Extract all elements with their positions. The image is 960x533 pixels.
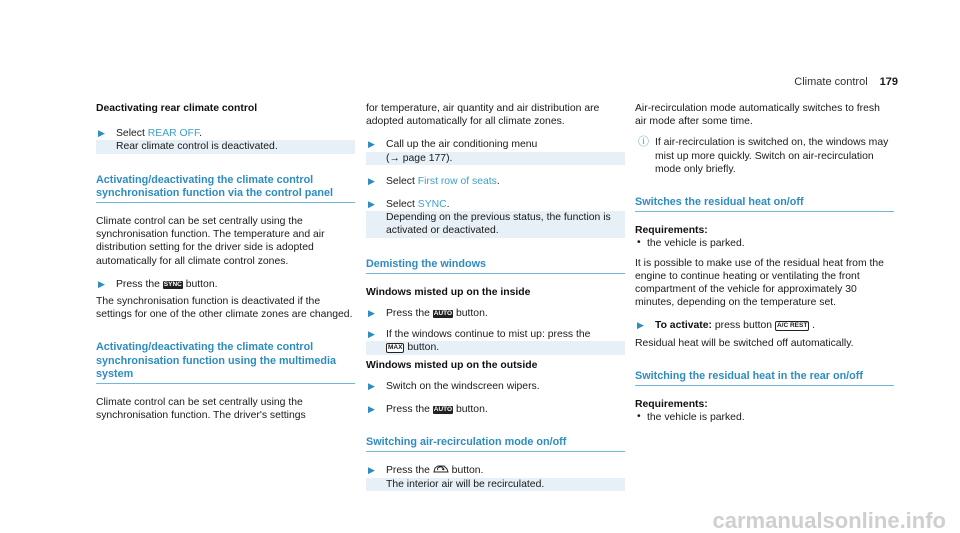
- subheading-outside: Windows misted up on the outside: [366, 359, 538, 371]
- paragraph-recirc-auto: Air-recirculation mode automatically switches to fresh air mode after some time.: [635, 103, 880, 128]
- column-3: [635, 102, 894, 424]
- step-wipers: ▶ Switch on the windscreen wipers.: [368, 380, 540, 392]
- column-2: [366, 102, 625, 491]
- paragraph-continued: for temperature, air quantity and air distribution are adopted automatically for all climate zones.: [366, 103, 600, 128]
- step-select-sync: ▶ Select SYNC.: [368, 199, 450, 211]
- step-result: Depending on the previous status, the function is activated or deactivated.: [366, 211, 625, 237]
- requirements-label: Requirements:: [635, 225, 708, 237]
- step-press-max: ▶ If the windows continue to mist up: press the: [368, 329, 591, 341]
- column-1: [96, 102, 355, 422]
- heading-demisting: Demisting the windows: [366, 258, 625, 274]
- requirement-item-2: • the vehicle is parked.: [637, 411, 745, 424]
- step-arrow-icon: ▶: [368, 199, 375, 210]
- sync-link[interactable]: SYNC: [417, 199, 447, 211]
- heading-recirculation: Switching air-recirculation mode on/off: [366, 436, 625, 452]
- step-press-recirc: ▶ Press the button.: [368, 465, 484, 477]
- step-select-first-row: ▶ Select First row of seats.: [368, 175, 500, 187]
- step-arrow-icon: ▶: [368, 308, 375, 319]
- step-result: The interior air will be recirculated.: [366, 478, 625, 491]
- max-defrost-key-icon: MAX: [388, 344, 403, 352]
- page-header: [794, 76, 898, 89]
- heading-sync-control-panel: Activating/deactivating the climate control synchronisation function via the control panel: [96, 174, 355, 203]
- heading-residual-heat-rear: Switching the residual heat in the rear on/off: [635, 370, 894, 386]
- step-call-menu: ▶ Call up the air conditioning menu: [368, 139, 538, 151]
- heading-residual-heat: Switches the residual heat on/off: [635, 196, 894, 212]
- page-number: 179: [879, 76, 898, 88]
- step-continued: MAX button.: [366, 341, 625, 354]
- subheading-inside: Windows misted up on the inside: [366, 286, 531, 298]
- paragraph-sync-multimedia: Climate control can be set centrally using the synchronisation function. The driver's settings: [96, 397, 306, 422]
- step-arrow-icon: ▶: [368, 175, 375, 186]
- requirements-label-2: Requirements:: [635, 399, 708, 411]
- step-arrow-icon: ▶: [368, 139, 375, 150]
- watermark: carmanualsonline.info: [712, 507, 946, 533]
- bullet-icon: •: [637, 237, 641, 249]
- bullet-icon: •: [637, 411, 641, 423]
- auto-key-icon: AUTO: [433, 310, 453, 318]
- auto-key-icon: AUTO: [433, 406, 453, 414]
- page-reference[interactable]: (→ page 177).: [366, 152, 625, 165]
- rear-off-link[interactable]: REAR OFF: [147, 128, 200, 140]
- step-press-auto: ▶ Press the AUTO button.: [368, 308, 488, 320]
- step-result: Rear climate control is deactivated.: [96, 140, 355, 153]
- recirculation-car-icon: [433, 465, 449, 476]
- step-arrow-icon: ▶: [98, 128, 105, 139]
- step-arrow-icon: ▶: [637, 320, 644, 331]
- paragraph-sync-deactivated: The synchronisation function is deactivated if the settings for one of the other climate zones are changed.: [96, 296, 353, 321]
- heading-sync-multimedia: Activating/deactivating the climate control synchronisation function using the multimedia system: [96, 341, 355, 384]
- deactivate-rear-title: Deactivating rear climate control: [96, 103, 258, 114]
- step-arrow-icon: ▶: [98, 278, 105, 289]
- step-arrow-icon: ▶: [368, 465, 375, 476]
- paragraph-residual-off: Residual heat will be switched off automatically.: [635, 337, 854, 349]
- requirement-item: • the vehicle is parked.: [637, 237, 745, 250]
- step-press-sync: ▶ Press the SYNC button.: [98, 278, 218, 290]
- paragraph-residual-heat: It is possible to make use of the residual heat from the engine to continue heating or ventilating the front compartment of the vehicle for approximately 30 minutes, depending on the temperature set.: [635, 257, 884, 309]
- ac-rest-key-icon: A/C REST: [776, 322, 808, 330]
- step-arrow-icon: ▶: [368, 380, 375, 391]
- info-icon: ⓘ: [638, 136, 649, 149]
- step-activate: ▶ To activate: press button A/C REST .: [637, 320, 816, 332]
- sync-key-icon: SYNC: [163, 280, 182, 288]
- info-note: ⓘ If air-recirculation is switched on, the windows may mist up more quickly. Switch on air-recirculation mode only briefly.: [638, 136, 889, 175]
- section-title: Climate control: [794, 76, 868, 88]
- step-select-rear-off: ▶ Select REAR OFF.: [98, 128, 203, 140]
- step-arrow-icon: ▶: [368, 329, 375, 340]
- paragraph-sync-intro: Climate control can be set centrally using the synchronisation function. The temperature and air distribution setting for the driver side is adopted automatically for all climate control zones.: [96, 216, 325, 267]
- step-arrow-icon: ▶: [368, 404, 375, 415]
- first-row-link[interactable]: First row of seats: [417, 175, 497, 187]
- step-press-auto-2: ▶ Press the AUTO button.: [368, 404, 488, 416]
